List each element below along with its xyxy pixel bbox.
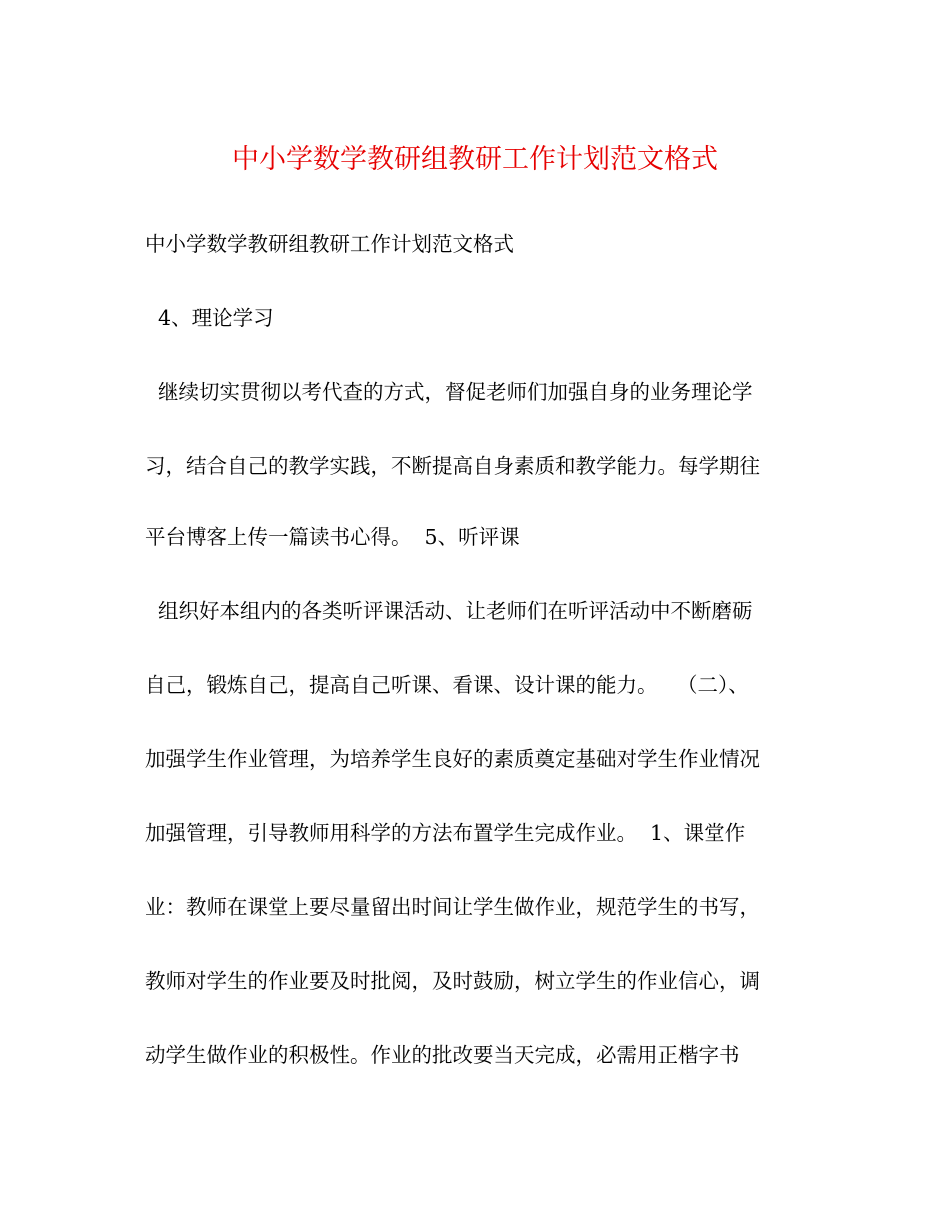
body-line: 继续切实贯彻以考代查的方式，督促老师们加强自身的业务理论学 (145, 380, 753, 404)
body-line: 组织好本组内的各类听评课活动、让老师们在听评活动中不断磨砺 (145, 599, 753, 623)
body-line: 4、理论学习 (145, 306, 274, 330)
document-title: 中小学数学教研组教研工作计划范文格式 (232, 144, 718, 175)
body-line-heading: 中小学数学教研组教研工作计划范文格式 (145, 232, 514, 256)
body-line: 加强学生作业管理，为培养学生良好的素质奠定基础对学生作业情况 (145, 747, 760, 771)
body-line: 平台博客上传一篇读书心得。 5、听评课 (145, 525, 520, 549)
body-line: 动学生做作业的积极性。作业的批改要当天完成，必需用正楷字书 (145, 1043, 740, 1067)
body-line: 加强管理，引导教师用科学的方法布置学生完成作业。 1、课堂作 (145, 821, 746, 845)
body-line: 自己，锻炼自己，提高自己听课、看课、设计课的能力。 （二）、 (145, 673, 749, 697)
body-line: 业：教师在课堂上要尽量留出时间让学生做作业，规范学生的书写， (145, 895, 760, 919)
body-line: 教师对学生的作业要及时批阅，及时鼓励，树立学生的作业信心，调 (145, 969, 760, 993)
body-line: 习，结合自己的教学实践，不断提高自身素质和教学能力。每学期往 (145, 454, 760, 478)
